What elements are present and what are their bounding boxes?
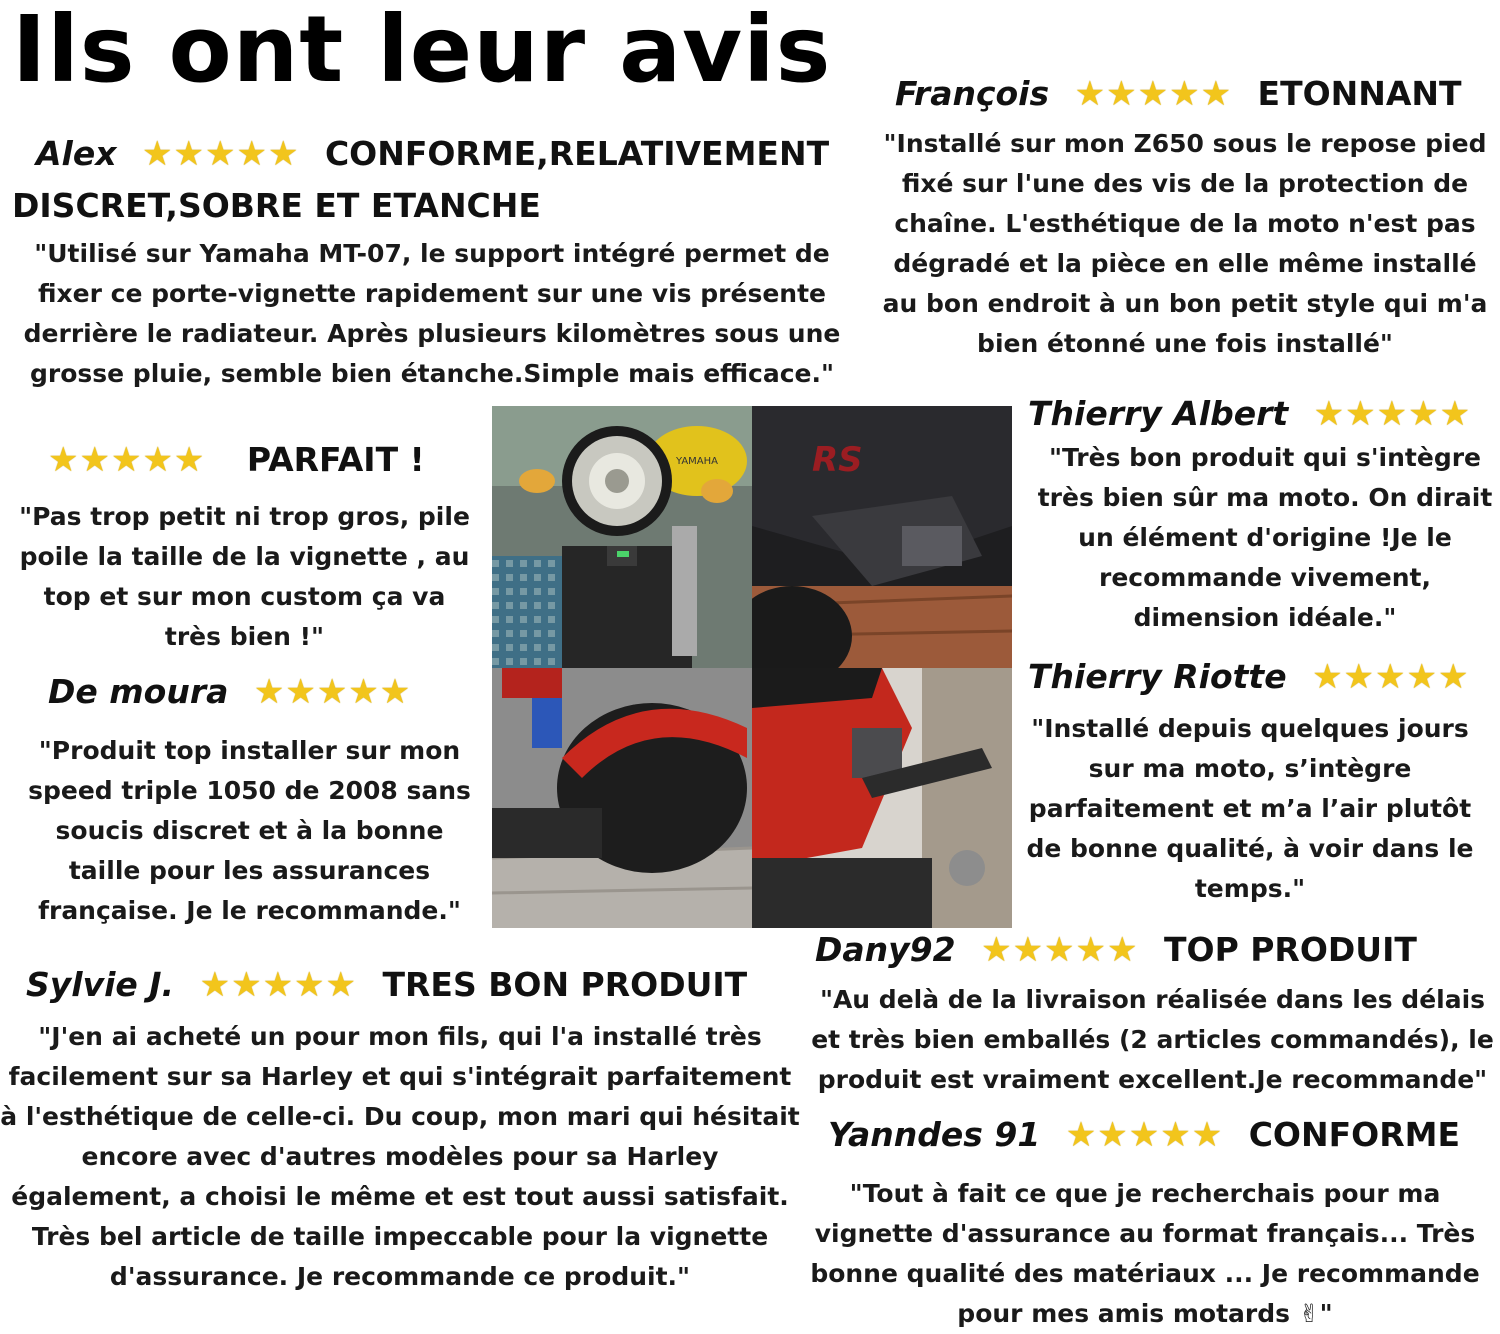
review-header-alex — [36, 134, 829, 174]
five-stars-icon: ★★★★★ — [1312, 657, 1470, 697]
reviewer-name: Dany92 — [815, 930, 956, 969]
review-text-francois: "Installé sur mon Z650 sous le repose pied fixé sur l'une des vis de la protection de chaîne. L'esthétique de la moto n'est pas dégradé et la pièce en elle même installé au bon endroit à un bon petit style qui m'a bien étonné une fois installé" — [882, 129, 1488, 358]
review-header-yanndes — [828, 1115, 1460, 1155]
reviewer-name: Thierry Riotte — [1028, 657, 1287, 696]
review-header-thierry-albert — [1028, 394, 1485, 434]
five-stars-icon: ★★★★★ — [981, 930, 1139, 970]
review-title: ETONNANT — [1257, 74, 1462, 113]
review-header-thierry-riotte — [1028, 657, 1483, 697]
photo-red-tail — [752, 668, 1012, 928]
review-text-dany92: "Au delà de la livraison réalisée dans les délais et très bien emballés (2 articles commandés), le produit est vraiment excellent.Je recommande" — [811, 985, 1494, 1094]
five-stars-icon: ★★★★★ — [142, 134, 300, 174]
review-header-parfait — [48, 440, 425, 480]
reviewer-name: De moura — [48, 672, 229, 711]
review-text-de-moura: "Produit top installer sur mon speed triple 1050 de 2008 sans soucis discret et à la bonne taille pour les assurances française. Je le recommande." — [28, 736, 471, 925]
reviewer-name: François — [895, 74, 1050, 113]
rs-badge: RS — [812, 440, 863, 480]
review-title: TRES BON PRODUIT — [382, 965, 748, 1004]
review-header-francois — [895, 74, 1462, 114]
five-stars-icon: ★★★★★ — [1065, 1115, 1224, 1155]
review-title-continued: DISCRET,SOBRE ET ETANCHE — [12, 186, 541, 225]
review-text-yanndes: "Tout à fait ce que je recherchais pour ma vignette d'assurance au format français... Très bonne qualité des matériaux ... Je recommande pour mes amis motards ✌" — [810, 1179, 1480, 1328]
review-text-thierry-albert: "Très bon produit qui s'intègre très bien sûr ma moto. On dirait un élément d'origine !Je le recommande vivement, dimension idéale." — [1037, 443, 1493, 632]
review-text-alex: "Utilisé sur Yamaha MT-07, le support intégré permet de fixer ce porte-vignette rapidement sur une vis présente derrière le radiateur. Après plusieurs kilomètres sous une grosse pluie, semble bien étanche.Simple mais efficace." — [23, 239, 841, 388]
review-text-thierry-riotte: "Installé depuis quelques jours sur ma moto, s’intègre parfaitement et m’a l’air plutôt de bonne qualité, à voir dans le temps." — [1026, 714, 1474, 903]
review-text-parfait: "Pas trop petit ni trop gros, pile poile la taille de la vignette , au top et sur mon custom ça va très bien !" — [19, 502, 470, 651]
five-stars-icon: ★★★★★ — [253, 672, 412, 712]
photo-yamaha-front — [492, 406, 752, 668]
five-stars-icon: ★★★★★ — [1313, 394, 1472, 434]
review-title: TOP PRODUIT — [1164, 930, 1417, 969]
five-stars-icon: ★★★★★ — [48, 440, 206, 480]
photo-red-fender — [492, 668, 752, 928]
page-title: Ils ont leur avis — [12, 0, 832, 103]
reviewer-name: Alex — [36, 134, 117, 173]
reviewer-name: Yanndes 91 — [828, 1115, 1041, 1154]
reviewer-name: Thierry Albert — [1028, 394, 1289, 433]
five-stars-icon: ★★★★★ — [1074, 74, 1233, 114]
photo-rs-bike — [752, 406, 1012, 668]
review-text-sylvie: "J'en ai acheté un pour mon fils, qui l'a installé très facilement sur sa Harley et qui s'intégrait parfaitement à l'esthétique de celle-ci. Du coup, mon mari qui hésitait encore avec d'autres modèles pour sa Harley également, a choisi le même et est tout aussi satisfait. Très bel article de taille impeccable pour la vignette d'assurance. Je recommande ce produit." — [0, 1022, 800, 1291]
reviewer-name: Sylvie J. — [26, 965, 175, 1004]
tank-label: YAMAHA — [675, 456, 719, 467]
review-title: CONFORME — [1248, 1115, 1460, 1154]
review-title: CONFORME,RELATIVEMENT — [324, 134, 830, 173]
review-header-dany92 — [815, 930, 1417, 970]
review-header-sylvie — [26, 965, 747, 1005]
review-title: PARFAIT ! — [246, 440, 425, 479]
review-header-de-moura — [48, 672, 425, 712]
five-stars-icon: ★★★★★ — [199, 965, 358, 1005]
